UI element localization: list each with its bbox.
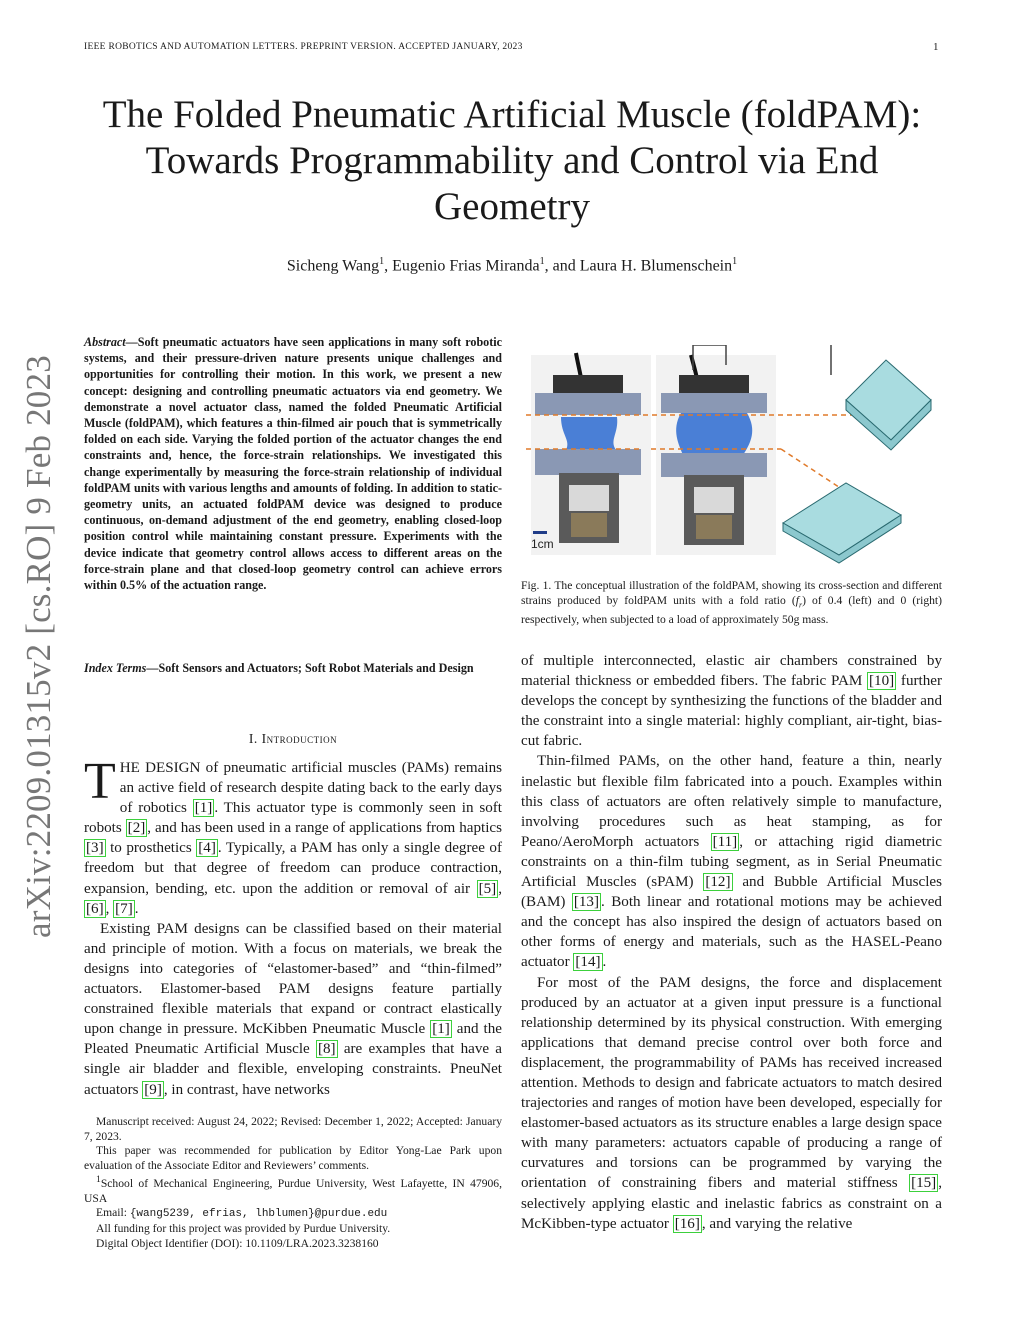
footnotes [84,1115,502,1251]
paragraph [84,753,502,919]
text: ) of 0.4 (left) and 0 (right) respectively, when subjected to a load of approximately 50g mass. [521,593,942,626]
author-name: , Eugenio Frias Miranda [384,257,540,275]
citation-link[interactable]: [14] [575,954,601,971]
author-list [60,256,964,275]
text: , [105,900,114,917]
math-subscript: r [798,599,803,609]
citation-link[interactable]: [8] [317,1041,336,1058]
email-addresses: {wang5239, efrias, lhblumen}@purdue.edu [129,1208,388,1221]
text: , [498,880,502,897]
actuator-photo-right [656,355,776,555]
citation-link[interactable]: [3] [86,840,104,857]
affiliation-mark: 1 [539,256,545,267]
title-line: The Folded Pneumatic Artificial Muscle (foldPAM): [102,93,922,136]
citation-link[interactable]: [12] [705,874,731,891]
citation-link[interactable]: [6] [86,900,104,917]
footnote [84,1206,502,1222]
text: . [134,900,139,917]
index-terms-text: —Soft Sensors and Actuators; Soft Robot Materials and Design [146,661,474,675]
abstract [84,334,502,593]
text: , in contrast, have networks [163,1081,330,1098]
citation-link[interactable]: [7] [115,900,133,917]
affiliation-mark: 1 [379,256,385,267]
figure-caption [521,579,942,627]
footnote: Digital Object Identifier (DOI): 10.1109/LRA.2023.3238160 [96,1236,379,1250]
text: , or attaching rigid diametric constraints on a thin-film tubing segment, as in Serial Pneumatic Artificial Muscles (sPAM) [521,833,942,891]
text: , selectively applying elastic and inelastic fabrics as constraint on a McKibben-type actuator [521,1175,942,1232]
bottom-plate [535,449,641,475]
paragraph [521,651,942,751]
text: . Typically, a PAM has only a single degree of freedom but that degree of freedom can produce contraction, expansion, bending, etc. upon the addition or removal of air [84,840,502,897]
mass-window [569,485,609,511]
figure-1 [521,345,942,575]
abstract-text: —Soft pneumatic actuators have seen applications in many soft robotic systems, and their pressure-driven nature presents unique challenges and opportunities for controlling their motion. In this work, we present a new concept: designing and controlling pneumatic actuators via end geometry. We demonstrate a novel actuator class, named the folded Pneumatic Artificial Muscle (foldPAM), which features a thin-filmed air pouch that is symmetrically folded on each side. Varying the folded portion of the actuator changes the end constraints and, hence, the force-strain relationships. We investigated this change experimentally by measuring the force-strain relationship of individual foldPAM units with various lengths and amounts of folding. In addition to static-geometry units, an actuated foldPAM device was designed to produce continuous, on-demand adjustment of the end geometry, enabling closed-loop position control while maintaining constant pressure. Experiments with the device indicate that geometry control allows access to different areas on the force-strain plane and that closed-loop geometry control can achieve errors within 0.5% of the actuation range. [84,335,502,593]
citation-link[interactable]: [1] [432,1021,450,1038]
abstract-label: Abstract [84,335,126,349]
scale-bar [533,531,547,534]
section-heading [84,731,502,747]
text: and the Pleated Pneumatic Artificial Muscle [84,1021,502,1058]
text: . [602,954,607,971]
top-plate [661,393,767,413]
index-terms-label: Index Terms [84,661,147,675]
page-number: 1 [933,41,939,53]
citation-link[interactable]: [5] [478,880,497,897]
arxiv-stamp: arXiv:2209.01315v2 [cs.RO] 9 Feb 2023 [19,355,58,938]
citation-link[interactable]: [15] [911,1175,937,1192]
footnote [84,1173,502,1206]
author-name: , and Laura H. Blumenschein [544,257,733,275]
affiliation-mark: 1 [96,1174,101,1186]
actuator-photo-left [531,353,651,555]
text: further develops the concept by synthesizing the functions of the bladder and the constraint into a single material: highly compliant, air-tight, bias-cut fabric. [521,673,942,750]
citation-link[interactable]: [16] [674,1215,700,1232]
index-terms [84,660,502,676]
citation-link[interactable]: [1] [194,800,213,817]
weight-block [696,515,732,539]
author-name: Sicheng Wang [286,257,380,275]
text: and Bubble Artificial Muscles (BAM) [521,874,942,911]
section-title: Introduction [261,731,338,746]
citation-link[interactable]: [4] [198,840,216,857]
text: of multiple interconnected, elastic air chambers constrained by material thickness or embedded fibers. The fabric PAM [521,653,942,690]
citation-link[interactable]: [9] [144,1081,162,1098]
math-symbol: f [795,593,799,607]
scale-bar-label: 1cm [531,537,554,551]
text: , and has been used in a range of applications from haptics [147,820,502,837]
citation-link[interactable]: [13] [573,894,600,911]
text: Fig. 1. The conceptual illustration of the foldPAM, showing its cross-section and different strains produced by foldPAM units with a fold ratio ( [521,579,942,607]
mass-window [694,487,734,513]
citation-link[interactable]: [2] [127,820,146,837]
title-line: Geometry [434,185,590,228]
text: Thin-filmed PAMs, on the other hand, feature a thin, nearly inelastic but flexible film fabricated into a pouch. Examples within this class of actuators are often relatively simple to manufacture, involving procedures such as heat stamping, as for Peano/AeroMorph actuators [521,753,942,850]
affiliation-mark: 1 [732,256,738,267]
paragraph [521,973,942,1234]
footnote: Manuscript received: August 24, 2022; Revised: December 1, 2022; Accepted: January 7, 2023. [84,1115,502,1143]
affiliation-text: School of Mechanical Engineering, Purdue University, West Lafayette, IN 47906, USA [84,1177,502,1205]
text: to prosthetics [105,840,197,857]
top-plate [535,393,641,415]
text: , and varying the relative [701,1215,853,1232]
paper-title [60,92,964,230]
left-column-body [84,753,502,1100]
title-line: Towards Programmability and Control via End [145,139,879,182]
running-header: IEEE ROBOTICS AND AUTOMATION LETTERS. PREPRINT VERSION. ACCEPTED JANUARY, 2023 [84,42,523,52]
footnote: All funding for this project was provided by Purdue University. [96,1222,391,1236]
inflated-pouch [561,417,617,450]
paragraph [521,751,942,972]
citation-link[interactable]: [10] [869,673,895,690]
text: For most of the PAM designs, the force and displacement produced by an actuator at a given input pressure is a functional relationship determined by its physical construction. With emerging applications that demand precise control over both force and displacement, the programmability of PAMs has received increased attention. Methods to design and fabricate actuators to match desired trajectories and ranges of motion have been developed, especially for elastomer-based actuators as its structure enables a large design space with many parameters: actuators capable of producing a range of curvatures and torsions can be programmed by varying the orientation of constraining fibers and material stiffness [521,974,942,1192]
section-number: I. [248,731,258,746]
right-column-body [521,651,942,1234]
email-label: Email: [96,1206,130,1220]
paragraph [84,919,502,1100]
footnote: This paper was recommended for publication by Editor Yong-Lae Park upon evaluation of the Associate Editor and Reviewers’ comments. [84,1144,502,1172]
dropcap-letter: T [84,753,116,810]
text: . Both linear and rotational motions may be achieved and the concept has also inspired the design of actuators based on other forms of energy and materials, such as the HASEL-Peano actuator [521,894,942,971]
bottom-plate [661,453,767,477]
citation-link[interactable]: [11] [712,833,738,850]
text: are examples that have a single air bladder and flexible, enveloping constraints. PneuNet actuators [84,1041,502,1098]
text: . This actuator type is commonly seen in soft robots [84,800,502,837]
text: Existing PAM designs can be classified based on their material and principle of motion. With a focus on materials, we break the designs into categories of “elastomer-based” and “thin-filmed” actuators. Elastomer-based PAM designs feature partially constrained flexible materials that expand or contract elastically upon change in pressure. McKibben Pneumatic Muscle [84,920,502,1038]
text: HE DESIGN of pneumatic artificial muscles (PAMs) remains an active field of research despite dating back to the early days of robotics [119,760,502,817]
weight-block [571,513,607,537]
